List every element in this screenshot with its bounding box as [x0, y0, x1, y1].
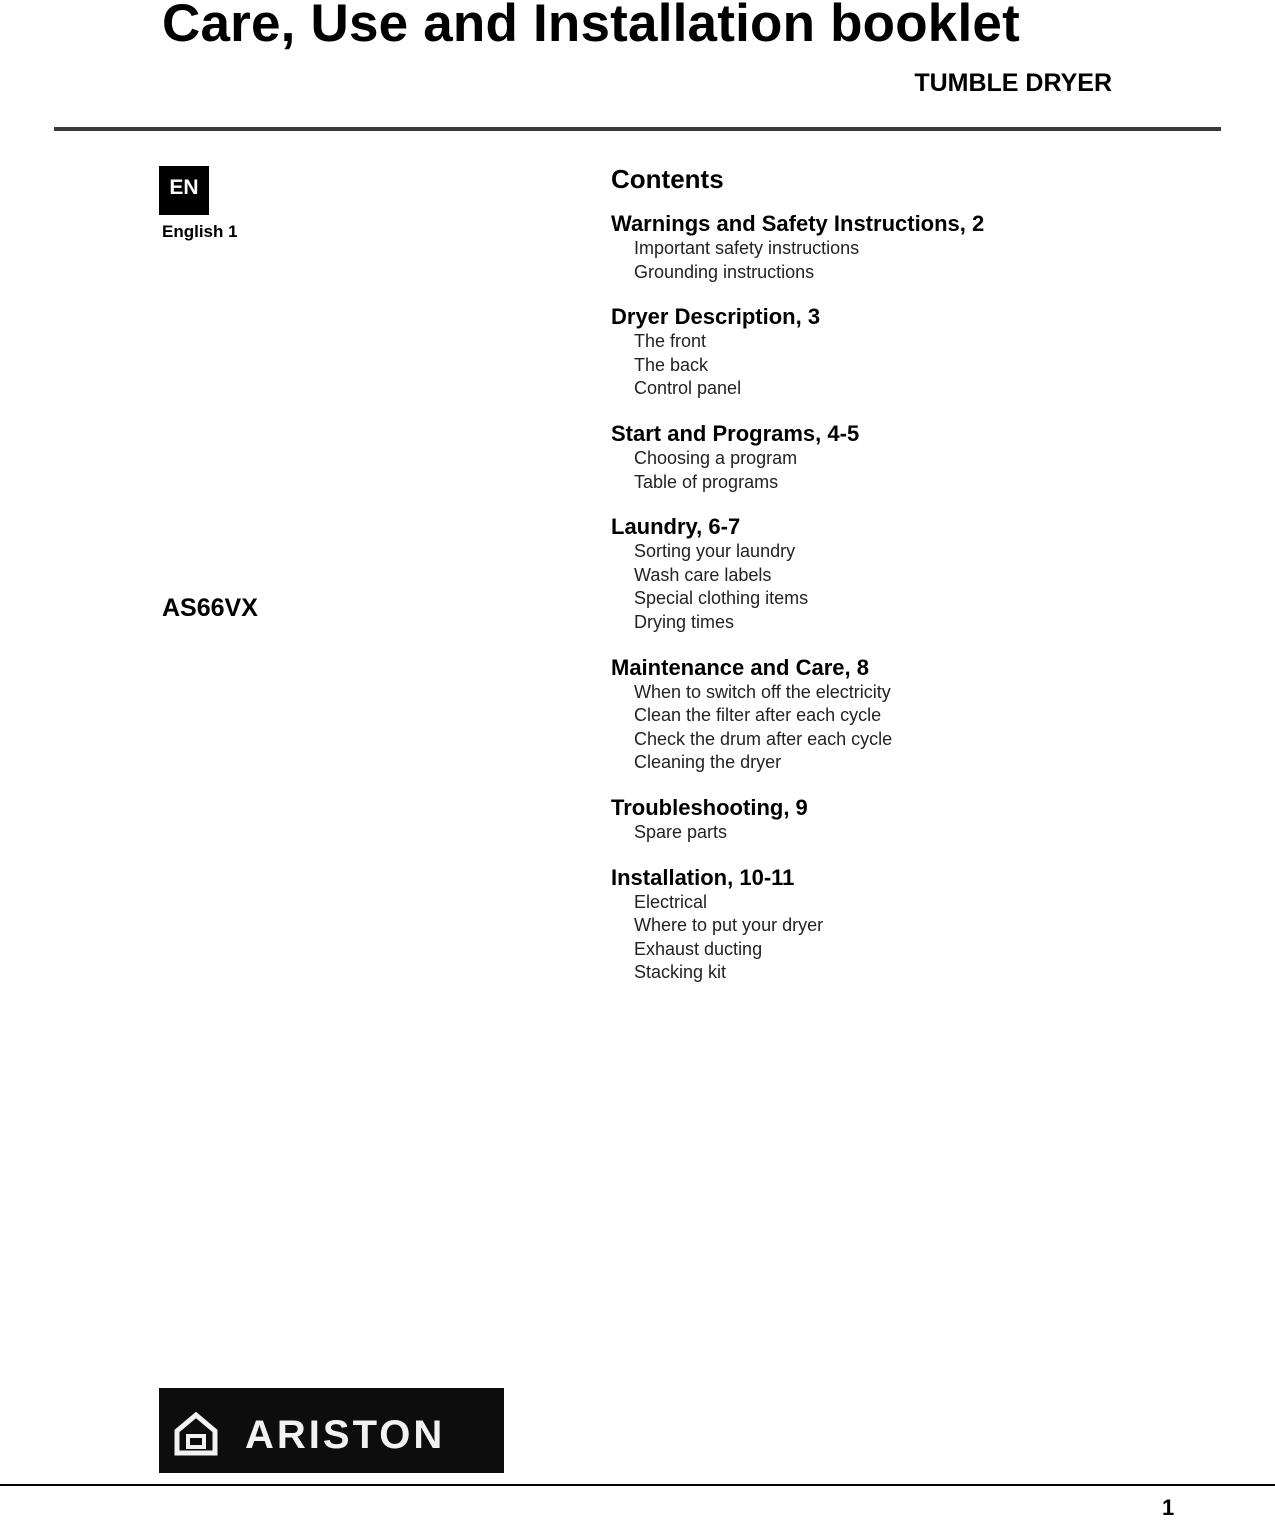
- toc-item-list: [611, 540, 1211, 634]
- ariston-logo: [159, 1388, 504, 1473]
- toc-item-list: [611, 237, 1211, 284]
- product-type: TUMBLE DRYER: [914, 69, 1112, 97]
- toc-section-warnings: [611, 211, 1211, 284]
- toc-section-title: Troubleshooting, 9: [611, 794, 808, 820]
- header-divider: [54, 127, 1221, 131]
- toc-section-title: Maintenance and Care, 8: [611, 654, 869, 680]
- toc-item-list: [611, 681, 1211, 775]
- toc-item-list: [611, 891, 1211, 985]
- toc-section-dryer-description: [611, 304, 1211, 401]
- toc-item: Cleaning the dryer: [634, 752, 782, 773]
- toc-item: Choosing a program: [634, 447, 798, 468]
- language-badge: EN: [159, 166, 209, 215]
- toc-section-start-programs: [611, 421, 1211, 494]
- toc-item: Sorting your laundry: [634, 541, 796, 562]
- footer-divider: [0, 1484, 1275, 1486]
- toc-item-list: [611, 821, 1211, 845]
- toc-section-title: Start and Programs, 4-5: [611, 420, 860, 446]
- toc-section-laundry: [611, 514, 1211, 634]
- toc-item: When to switch off the electricity: [634, 681, 891, 702]
- model-number: AS66VX: [162, 594, 258, 622]
- toc-item: Wash care labels: [634, 564, 772, 585]
- toc-item: Table of programs: [634, 471, 779, 492]
- toc-section-title: Installation, 10-11: [611, 864, 795, 890]
- contents-heading: Contents: [611, 164, 724, 194]
- document-title: Care, Use and Installation booklet: [162, 0, 1020, 53]
- toc-item: Electrical: [634, 891, 708, 912]
- table-of-contents: [611, 162, 1211, 1005]
- language-index: English 1: [162, 222, 238, 241]
- toc-item: Drying times: [634, 611, 735, 632]
- toc-item: Grounding instructions: [634, 261, 815, 282]
- toc-item: Stacking kit: [634, 962, 727, 983]
- toc-item-list: [611, 447, 1211, 494]
- toc-item: Exhaust ducting: [634, 938, 763, 959]
- toc-item: Control panel: [634, 378, 742, 399]
- toc-item: Special clothing items: [634, 588, 809, 609]
- toc-item: Where to put your dryer: [634, 915, 824, 936]
- toc-section-title: Dryer Description, 3: [611, 304, 821, 330]
- toc-item: The front: [634, 331, 707, 352]
- toc-item: Important safety instructions: [634, 238, 860, 258]
- toc-item: Spare parts: [634, 821, 728, 842]
- toc-section-title: Warnings and Safety Instructions, 2: [611, 211, 985, 236]
- toc-section-troubleshooting: [611, 795, 1211, 845]
- toc-item-list: [611, 330, 1211, 401]
- toc-section-installation: [611, 865, 1211, 985]
- toc-section-title: Laundry, 6-7: [611, 514, 741, 540]
- brand-name: ARISTON: [245, 1412, 446, 1457]
- toc-section-maintenance: [611, 655, 1211, 775]
- toc-item: Check the drum after each cycle: [634, 728, 893, 749]
- toc-item: Clean the filter after each cycle: [634, 705, 882, 726]
- toc-item: The back: [634, 354, 709, 375]
- house-icon: [173, 1411, 219, 1457]
- page-number: 1: [1162, 1495, 1175, 1520]
